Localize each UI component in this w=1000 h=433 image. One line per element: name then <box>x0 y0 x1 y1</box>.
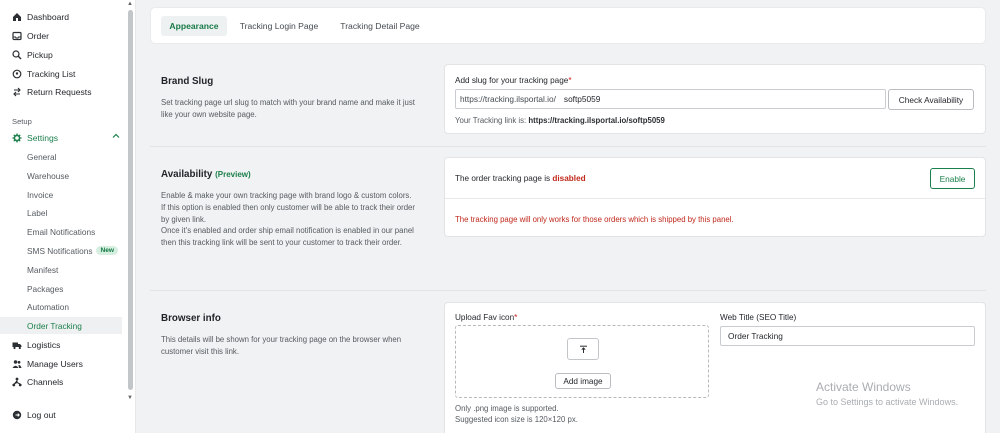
scroll-down-arrow-icon[interactable]: ▼ <box>127 395 133 401</box>
brand-slug-card <box>444 64 986 134</box>
tab-appearance[interactable]: Appearance <box>161 16 227 36</box>
required-asterisk: * <box>514 313 518 322</box>
setup-section-label: Setup <box>12 117 32 126</box>
sidebar-item-label: Dashboard <box>27 12 70 22</box>
sidebar-item-tracking-list[interactable] <box>0 65 124 83</box>
channels-icon <box>12 377 22 387</box>
web-title-input[interactable]: Order Tracking <box>720 326 975 346</box>
activate-windows-title: Activate Windows <box>816 380 911 394</box>
sidebar-item-label: Channels <box>27 377 64 387</box>
brand-slug-title: Brand Slug <box>161 76 214 87</box>
sidebar-item-channels[interactable] <box>0 373 124 391</box>
sidebar-subitem-invoice[interactable] <box>0 186 122 203</box>
sidebar-subitem-label: Invoice <box>27 189 54 200</box>
sidebar-subitem-label: SMS Notifications <box>27 245 93 256</box>
tab-tracking-login-page[interactable]: Tracking Login Page <box>239 21 319 31</box>
activate-windows-subtitle: Go to Settings to activate Windows. <box>816 397 959 407</box>
sidebar-item-label: Tracking List <box>27 69 76 79</box>
sidebar-scrollbar[interactable] <box>128 10 133 390</box>
divider <box>150 290 986 291</box>
sidebar-item-label: Order <box>27 31 49 41</box>
check-availability-button[interactable]: Check Availability <box>888 89 974 110</box>
required-asterisk: * <box>568 76 572 85</box>
enable-button[interactable]: Enable <box>930 168 975 189</box>
availability-title-text: Availability <box>161 169 213 180</box>
sidebar-subitem-label: Label <box>27 207 48 218</box>
fav-icon-dropzone[interactable] <box>455 325 709 398</box>
logout-icon <box>12 410 22 420</box>
sidebar-item-settings[interactable] <box>0 129 124 147</box>
sidebar-subitem-label[interactable] <box>0 204 122 221</box>
slug-field-label <box>455 76 572 85</box>
sidebar-subitem-label: Packages <box>27 283 64 294</box>
browser-info-description: This details will be shown for your tracking page on the browser when customer visit this link. <box>161 335 402 356</box>
sidebar-item-label: Logistics <box>27 340 61 350</box>
fav-hint-size: Suggested icon size is 120×120 px. <box>455 415 578 424</box>
sidebar-item-logistics[interactable] <box>0 336 124 354</box>
sidebar-item-order[interactable] <box>0 27 124 45</box>
web-title-label: Web Title (SEO Title) <box>720 313 797 322</box>
gear-icon <box>12 133 22 143</box>
browser-info-title: Browser info <box>161 313 221 324</box>
add-image-button[interactable]: Add image <box>555 373 611 389</box>
sidebar-item-label: Log out <box>27 410 56 420</box>
status-text: The order tracking page is <box>455 174 551 183</box>
brand-slug-description: Set tracking page url slug to match with your brand name and make it just like your own website page. <box>161 98 415 119</box>
sidebar-subitem-manifest[interactable] <box>0 261 122 278</box>
sidebar-item-label: Pickup <box>27 50 53 60</box>
truck-icon <box>12 340 22 350</box>
sidebar-item-manage-users[interactable] <box>0 355 124 373</box>
users-icon <box>12 359 22 369</box>
sidebar-item-dashboard[interactable] <box>0 8 124 26</box>
divider <box>150 146 986 147</box>
availability-note: The tracking page will only works for those orders which is shipped by this panel. <box>455 215 734 224</box>
slug-prefix: https://tracking.ilsportal.io/ <box>460 94 556 104</box>
sidebar-subitem-automation[interactable] <box>0 298 122 315</box>
availability-title <box>161 169 251 180</box>
sidebar-subitem-label: Email Notifications <box>27 226 96 237</box>
upload-icon[interactable] <box>567 338 599 360</box>
fav-icon-label-text: Upload Fav icon <box>455 313 515 322</box>
tracking-link-line <box>455 116 665 125</box>
sidebar-subitem-order-tracking[interactable] <box>0 317 122 334</box>
return-icon <box>12 87 22 97</box>
tab-tracking-detail-page[interactable]: Tracking Detail Page <box>340 21 420 31</box>
slug-input-group <box>455 89 886 109</box>
new-badge: New <box>96 246 118 255</box>
sidebar-item-label: Manage Users <box>27 359 83 369</box>
location-icon <box>12 69 22 79</box>
sidebar-subitem-label: Manifest <box>27 264 59 275</box>
chevron-up-icon[interactable] <box>112 132 120 142</box>
settings-tabs <box>150 7 986 44</box>
logout-button[interactable] <box>0 406 124 424</box>
home-icon <box>12 12 22 22</box>
sidebar-item-pickup[interactable] <box>0 46 124 64</box>
sidebar <box>0 0 136 433</box>
tracking-link-url[interactable]: https://tracking.ilsportal.io/softp5059 <box>528 116 665 125</box>
sidebar-subitem-warehouse[interactable] <box>0 167 122 184</box>
fav-icon-label <box>455 313 517 322</box>
card-divider <box>445 198 985 199</box>
browser-info-card <box>444 302 986 433</box>
availability-card <box>444 157 986 237</box>
sidebar-subitem-email-notifications[interactable] <box>0 223 122 240</box>
scroll-up-arrow-icon[interactable]: ▲ <box>127 1 133 7</box>
sidebar-item-label: Settings <box>27 133 59 143</box>
status-line <box>455 174 586 183</box>
slug-field-label-text: Add slug for your tracking page <box>455 76 569 85</box>
tracking-link-text: Your Tracking link is: <box>455 116 527 125</box>
sidebar-item-label: Return Requests <box>27 87 92 97</box>
slug-input[interactable]: softp5059 <box>563 94 601 104</box>
sidebar-subitem-packages[interactable] <box>0 280 122 297</box>
pickup-icon <box>12 50 22 60</box>
sidebar-subitem-label: General <box>27 151 57 162</box>
fav-hint-format: Only .png image is supported. <box>455 404 559 413</box>
status-value: disabled <box>552 174 586 183</box>
sidebar-subitem-label: Order Tracking <box>27 320 82 331</box>
sidebar-subitem-label: Automation <box>27 301 69 312</box>
availability-description: Enable & make your own tracking page with brand logo & custom colors. If this option is enabled then only customer will be able to track their order by given link. Once it's enabled and order ship email notification is enabled in our panel then this tracking link will be sent to your customer to track their order. <box>161 191 415 248</box>
sidebar-subitem-general[interactable] <box>0 148 122 165</box>
sidebar-item-return-requests[interactable] <box>0 83 124 101</box>
sidebar-subitem-sms-notifications[interactable] <box>0 242 122 259</box>
preview-link[interactable]: (Preview) <box>215 170 251 179</box>
sidebar-subitem-label: Warehouse <box>27 170 70 181</box>
inbox-icon <box>12 31 22 41</box>
